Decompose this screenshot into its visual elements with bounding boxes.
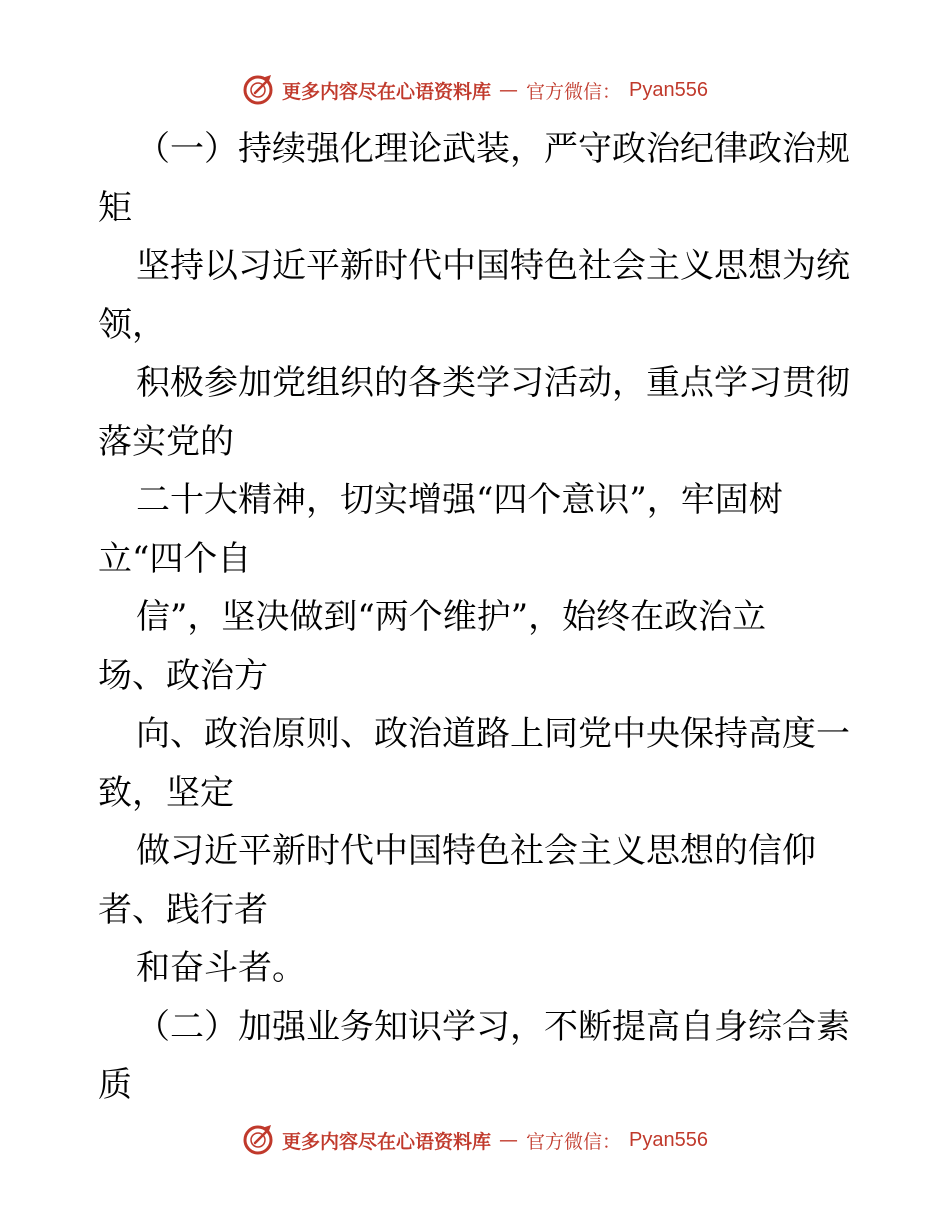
text-line: 场、政治方: [98, 655, 268, 696]
text-line: 和奋斗者。: [136, 948, 306, 988]
text-line: 立“四个自: [98, 538, 252, 579]
section-heading-1: （一）持续强化理论武装，严守政治纪律政治规: [136, 129, 850, 169]
header-banner: [0, 70, 950, 110]
banner-main-text: 更多内容尽在心语资料库: [282, 1130, 492, 1153]
banner-wechat-label: 官方微信：: [526, 80, 622, 103]
banner-wechat-id: Pyan556: [629, 1128, 708, 1151]
text-line: 坚持以习近平新时代中国特色社会主义思想为统: [136, 246, 850, 286]
text-line: 领，: [98, 304, 166, 345]
banner-dash: —: [499, 1129, 519, 1151]
text-line: 二十大精神，切实增强“四个意识”，牢固树: [136, 480, 783, 520]
banner-wechat-id: Pyan556: [629, 78, 708, 101]
footer-banner: [0, 1120, 950, 1160]
section-heading-2: （二）加强业务知识学习，不断提高自身综合素: [136, 1006, 850, 1047]
text-line: 质: [98, 1065, 132, 1105]
text-line: 信”，坚决做到“两个维护”，始终在政治立: [136, 597, 767, 637]
banner-main-text: 更多内容尽在心语资料库: [282, 80, 492, 103]
banner-dash: —: [499, 79, 519, 101]
text-line: 向、政治原则、政治道路上同党中央保持高度一: [136, 714, 850, 754]
pen-circle-logo-icon: [242, 74, 274, 106]
text-line: 积极参加党组织的各类学习活动，重点学习贯彻: [136, 363, 850, 403]
text-line: 致，坚定: [98, 772, 234, 813]
text-line: 者、践行者: [98, 889, 268, 930]
text-line: 做习近平新时代中国特色社会主义思想的信仰: [136, 831, 816, 871]
banner-wechat-label: 官方微信：: [526, 1130, 622, 1153]
pen-circle-logo-icon: [242, 1124, 274, 1156]
text-line: 矩: [98, 187, 132, 228]
document-body: [98, 120, 858, 1115]
text-line: 落实党的: [98, 421, 234, 462]
